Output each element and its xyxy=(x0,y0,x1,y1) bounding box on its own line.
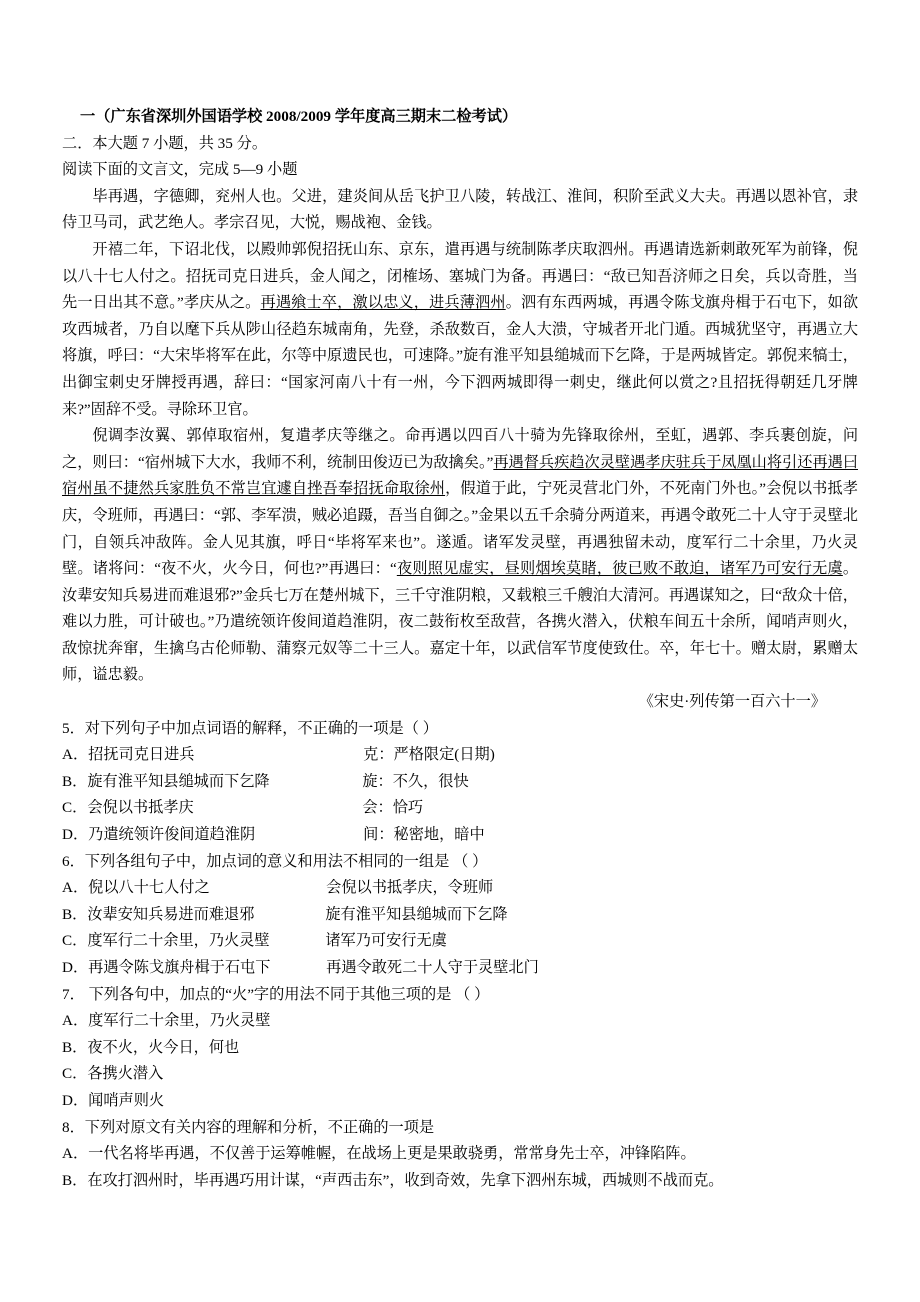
option-row[interactable] xyxy=(62,1061,858,1088)
passage-run: 毕再遇，字德卿，兖州人也。父进，建炎间从岳飞护卫八陵，转战江、淮间，积阶至武义大夫。再遇以恩补官，隶侍卫马司，武艺绝人。孝宗召见，大悦，赐战袍、金钱。 xyxy=(62,187,858,232)
option-row[interactable] xyxy=(62,1008,858,1035)
option-sentence-left: 倪以八十七人付之 xyxy=(88,879,210,897)
question-5 xyxy=(62,716,858,849)
option-label: A． xyxy=(62,746,89,764)
option-label: D． xyxy=(62,1091,89,1109)
option-gloss: 会：恰巧 xyxy=(362,799,424,817)
question-8 xyxy=(62,1115,858,1195)
option-sentence: 会倪以书抵孝庆 xyxy=(87,799,194,817)
option-sentence: 在攻打泗州时，毕再遇巧用计谋，“声西击东”，收到奇效，先拿下泗州东城，西城则不战而克。 xyxy=(87,1171,724,1189)
underlined-passage: 再遇飨士卒，激以忠义，进兵薄泗州 xyxy=(260,294,506,312)
option-label: B． xyxy=(62,772,88,790)
question-stem xyxy=(62,716,858,743)
option-row[interactable] xyxy=(62,955,858,982)
option-sentence-right: 旋有淮平知县缒城而下乞降 xyxy=(325,905,508,923)
option-label: C． xyxy=(62,932,88,950)
underlined-passage: 夜则照见虚实，昼则烟埃莫睹，彼已败不敢迫，诸军乃可安行无虞 xyxy=(396,560,843,578)
passage-paragraph xyxy=(62,423,858,689)
question-number: 8． xyxy=(62,1118,85,1136)
passage-paragraphs xyxy=(62,184,858,689)
option-gloss: 克：严格限定(日期) xyxy=(363,746,495,764)
option-label: A． xyxy=(62,1012,89,1030)
option-label: C． xyxy=(62,799,88,817)
question-text: 下列各句中，加点的“火”字的用法不同于其他三项的是 （ ） xyxy=(84,985,490,1003)
option-row[interactable] xyxy=(62,1168,858,1195)
question-stem xyxy=(62,849,858,876)
question-number: 7． xyxy=(62,985,85,1003)
passage-run: 。汝辈安知兵易进而难退邪?”金兵七万在楚州城下，三千守淮阴粮，又载粮三千艘泊大清河。再遇谋知之，曰“敌众十倍，难以力胜，可计破也。”乃遣统领许俊间道趋淮阴，夜二鼓衔枚至敌营，各携火潜入，伏粮车间五十余所，闻哨声则火，敌惊扰奔窜，生擒乌古伦师勒、蒲察元奴等二十三人。嘉定十年，以武信军节度使致仕。卒，年七十。赠太尉，累赠太师，谥忠毅。 xyxy=(62,560,859,684)
exam-heading: 一（广东省深圳外国语学校 2008/2009 学年度高三期末二检考试） xyxy=(80,108,518,125)
option-label: C． xyxy=(62,1065,88,1083)
option-sentence: 乃遣统领许俊间道趋淮阴 xyxy=(88,826,256,844)
option-sentence-right: 会倪以书抵孝庆，令班师 xyxy=(326,879,494,897)
passage-paragraph xyxy=(62,184,858,237)
option-row[interactable] xyxy=(62,742,858,769)
passage-paragraph xyxy=(62,237,858,423)
questions-list xyxy=(62,716,858,1195)
option-sentence: 闻哨声则火 xyxy=(88,1091,165,1109)
question-7 xyxy=(62,982,858,1115)
option-row[interactable] xyxy=(62,1088,858,1115)
option-sentence: 招抚司克日进兵 xyxy=(88,746,195,764)
option-row[interactable] xyxy=(62,769,858,796)
option-label: A． xyxy=(62,1145,89,1163)
option-row[interactable] xyxy=(62,795,858,822)
passage-run: 开禧二年，下诏北伐，以殿帅郭倪招抚山东、京东，遣再遇与统制陈孝庆取泗州。再遇请选新刺敢死军为前锋，倪以八十七人付之。招抚司克日进兵，金人闻之，闭榷场、塞城门为备。再遇曰：“敌已知吾济师之日矣，兵以奇胜，当先一日出其不意。”孝庆从之。 xyxy=(62,240,858,312)
option-label: B． xyxy=(62,1038,88,1056)
option-label: B． xyxy=(62,905,88,923)
question-stem xyxy=(62,982,858,1009)
option-sentence: 夜不火，火今日，何也 xyxy=(87,1038,240,1056)
option-sentence: 旋有淮平知县缒城而下乞降 xyxy=(87,772,270,790)
option-sentence-left: 汝辈安知兵易进而难退邪 xyxy=(87,905,255,923)
option-row[interactable] xyxy=(62,928,858,955)
option-row[interactable] xyxy=(62,1035,858,1062)
question-stem xyxy=(62,1115,858,1142)
option-label: A． xyxy=(62,879,89,897)
option-row[interactable] xyxy=(62,875,858,902)
option-row[interactable] xyxy=(62,902,858,929)
option-label: D． xyxy=(62,826,89,844)
option-sentence-left: 度军行二十余里，乃火灵壁 xyxy=(87,932,270,950)
option-label: B． xyxy=(62,1171,88,1189)
source-citation: 《宋史·列传第一百六十一》 xyxy=(638,693,826,711)
question-text: 对下列句子中加点词语的解释，不正确的一项是（ ） xyxy=(84,719,438,737)
question-number: 6． xyxy=(62,852,85,870)
question-text: 下列各组句子中，加点词的意义和用法不相同的一组是 （ ） xyxy=(84,852,488,870)
option-label: D． xyxy=(62,959,89,976)
passage-run: 。泗有东西两城，再遇令陈戈旗舟楫于石屯下，如欲攻西城者，乃自以麾下兵从陟山径趋东城南角，先登，杀敌数百，金人大溃，守城者开北门遁。西城犹坚守，再遇立大将旗，呼曰：“大宋毕将军在此，尔等中原遗民也，可速降。”旋有淮平知县缒城而下乞降，于是两城皆定。郭倪来犒士，出御宝刺史牙牌授再遇，辞曰：“国家河南八十有一州，今下泗两城即得一刺史，继此何以赏之?且招抚得朝廷几牙牌来?”固辞不受。寻除环卫官。 xyxy=(62,294,859,418)
option-sentence-left: 再遇令陈戈旗舟楫于石屯下 xyxy=(88,959,271,976)
option-sentence-right: 诸军乃可安行无虞 xyxy=(325,932,447,950)
option-sentence: 各携火潜入 xyxy=(87,1065,164,1083)
option-sentence-right: 再遇令敢死二十人守于灵壁北门 xyxy=(326,959,539,976)
option-sentence: 一代名将毕再遇，不仅善于运筹帷幄，在战场上更是果敢骁勇，常常身先士卒，冲锋陷阵。 xyxy=(88,1145,696,1163)
option-gloss: 间：秘密地，暗中 xyxy=(363,826,485,844)
option-gloss: 旋：不久，很快 xyxy=(362,772,469,790)
passage-run: 倪调李汝翼、郭倬取宿州，复遣孝庆等继之。命再遇以四百八十骑为先锋取徐州，至虹，遇郭、李兵裹创旋，问之，则曰：“宿州城下大水，我师不利，统制田俊迈已为敌擒矣。” xyxy=(62,427,858,471)
section-info: 二．本大题 7 小题，共 35 分。 xyxy=(62,134,268,152)
option-row[interactable] xyxy=(62,822,858,849)
reading-instruction: 阅读下面的文言文，完成 5—9 小题 xyxy=(62,161,298,179)
question-6 xyxy=(62,849,858,982)
underlined-passage: 再遇督兵疾趋次灵壁遇孝庆驻兵于凤凰山将引还再遇曰宿州虽不捷然兵家胜负不常岂宜遽自挫吾奉招抚命取徐州 xyxy=(62,453,859,498)
question-number: 5． xyxy=(62,719,85,737)
option-sentence: 度军行二十余里，乃火灵壁 xyxy=(88,1012,271,1030)
question-text: 下列对原文有关内容的理解和分析，不正确的一项是 xyxy=(84,1118,435,1136)
passage-run: ，假道于此，宁死灵营北门外，不死南门外也。”会倪以书抵孝庆，令班师，再遇曰：“郭、李军溃，贼必追蹑，吾当自御之。”金果以五千余骑分两道来，再遇令敢死二十人守于灵壁北门，自领兵冲敌阵。金人见其旗，呼日“毕将军来也”。遂遁。诸军发灵壁，再遇独留未动，度军行二十余里，乃火灵壁。诸将问：“夜不火，火今日，何也?”再遇曰：“ xyxy=(62,480,858,578)
document-body xyxy=(62,104,858,1194)
option-row[interactable] xyxy=(62,1141,858,1168)
